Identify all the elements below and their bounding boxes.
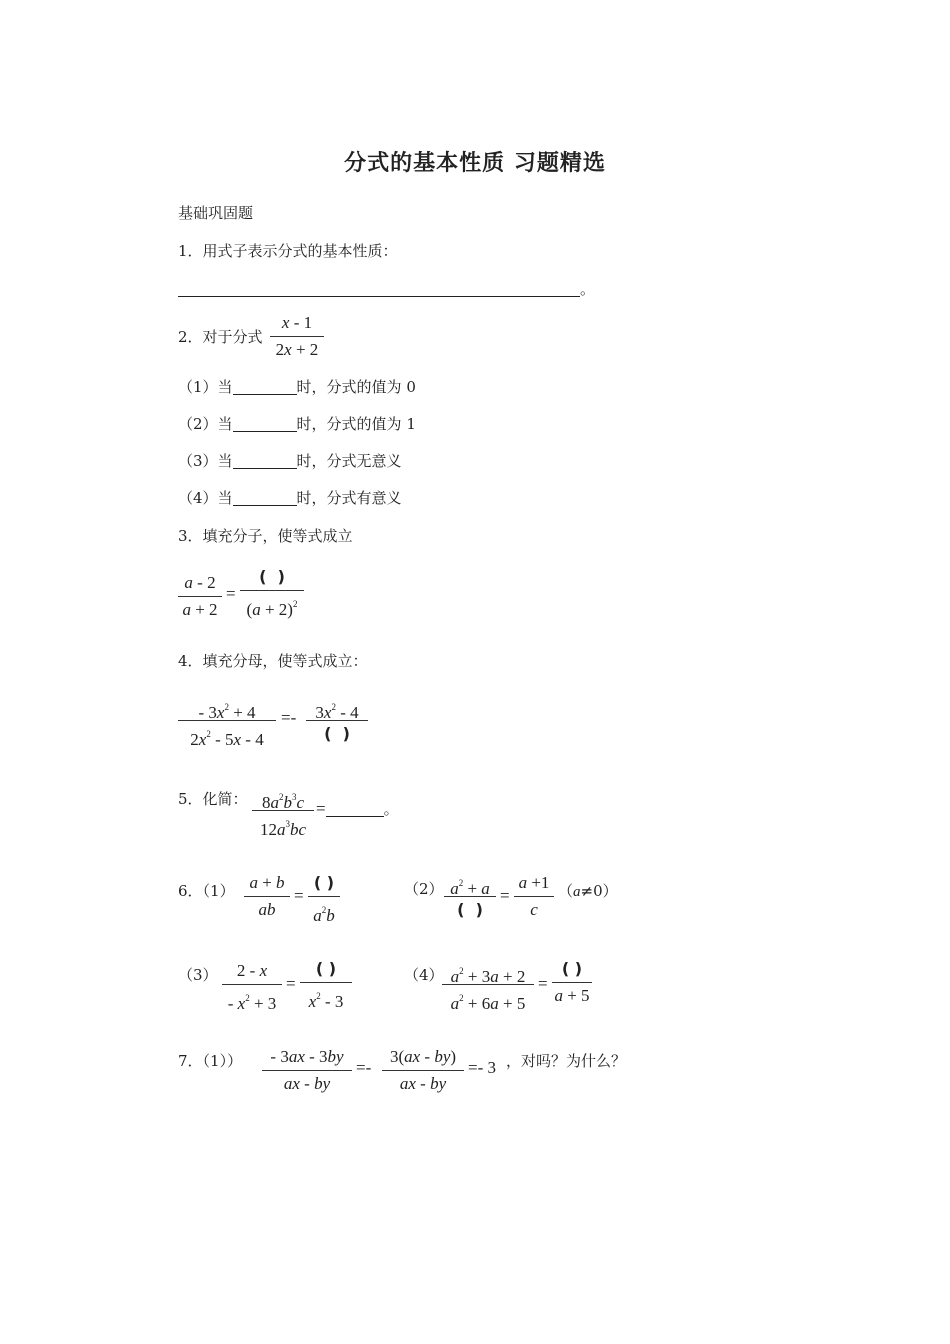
q6-3-lhs-fraction: 2 - x - $x^2 + 3$ xyxy=(222,960,282,1009)
q2-fraction: x - 1 2x + 2 xyxy=(270,312,324,361)
q3-equals: = xyxy=(226,584,236,603)
answer-blank xyxy=(233,490,297,506)
q6-2-rhs-fraction: a +1 c xyxy=(514,872,554,921)
q6-3-label: （3） xyxy=(178,966,218,984)
question-2: 2．对于分式 xyxy=(178,328,263,346)
q1-answer-line xyxy=(178,278,595,299)
q7-question: ，对吗？为什么？ xyxy=(506,1052,627,1070)
q4-equals: =- xyxy=(281,708,297,727)
q6-2-condition: （a≠0） xyxy=(558,882,618,900)
question-3: 3．填充分子，使等式成立 xyxy=(178,527,353,545)
q4-lhs-fraction: - $3x^2 + 4$ $2x^2 - 5x - 4$ xyxy=(178,696,276,745)
section-heading: 基础巩固题 xyxy=(178,204,254,222)
q7-lhs-fraction: - 3ax - 3by ax - by xyxy=(262,1046,352,1095)
q2-item-1: （1）当 时，分式的值为 0 xyxy=(178,378,416,396)
q5-equals: = 。 xyxy=(316,799,399,818)
q2-item-3: （3）当 时，分式无意义 xyxy=(178,452,402,470)
q7-equals-2: =- 3 xyxy=(468,1058,496,1077)
answer-blank xyxy=(233,453,297,469)
q6-1-rhs-fraction: ( ) $a^2b$ xyxy=(308,872,340,921)
q6-1-lhs-fraction: a + b ab xyxy=(244,872,290,921)
q6-1-equals: = xyxy=(294,886,304,905)
answer-blank xyxy=(326,801,384,817)
q6-4-equals: = xyxy=(538,974,548,993)
question-7: 7．（1）） xyxy=(178,1052,243,1070)
q6-4-rhs-fraction: ( ) a + 5 xyxy=(552,958,592,1007)
q7-equals-1: =- xyxy=(356,1058,372,1077)
q2-item-2: （2）当 时，分式的值为 1 xyxy=(178,415,416,433)
q6-3-equals: = xyxy=(286,974,296,993)
q7-middle-fraction: 3(ax - by) ax - by xyxy=(382,1046,464,1095)
question-4: 4．填充分母，使等式成立： xyxy=(178,652,368,670)
question-6: 6．（1） xyxy=(178,882,235,900)
q2-item-4: （4）当 时，分式有意义 xyxy=(178,489,402,507)
answer-blank xyxy=(233,416,297,432)
page-title: 分式的基本性质 习题精选 xyxy=(344,151,606,176)
answer-blank xyxy=(233,379,297,395)
q6-3-rhs-fraction: ( ) $x^2 - 3$ xyxy=(300,958,352,1007)
q3-lhs-fraction: a - 2 a + 2 xyxy=(178,572,222,621)
q3-rhs-fraction: ( ) $(a + 2)^2$ xyxy=(240,566,304,615)
question-5: 5．化简： xyxy=(178,790,248,808)
q6-4-label: （4） xyxy=(404,966,444,984)
q6-2-label: （2） xyxy=(404,880,444,898)
q5-fraction: $8a^2b^3c$ $12a^3bc$ xyxy=(252,786,314,835)
question-1: 1．用式子表示分式的基本性质： xyxy=(178,242,398,260)
q1-period: 。 xyxy=(580,280,596,298)
answer-blank xyxy=(178,281,580,297)
q6-2-equals: = xyxy=(500,886,510,905)
q4-rhs-fraction: $3x^2 - 4$ ( ) xyxy=(306,696,368,745)
q6-4-lhs-fraction: $a^2 + 3a + 2$ $a^2 + 6a + 5$ xyxy=(442,960,534,1009)
q6-2-lhs-fraction: $a^2 + a$ ( ) xyxy=(444,872,496,921)
